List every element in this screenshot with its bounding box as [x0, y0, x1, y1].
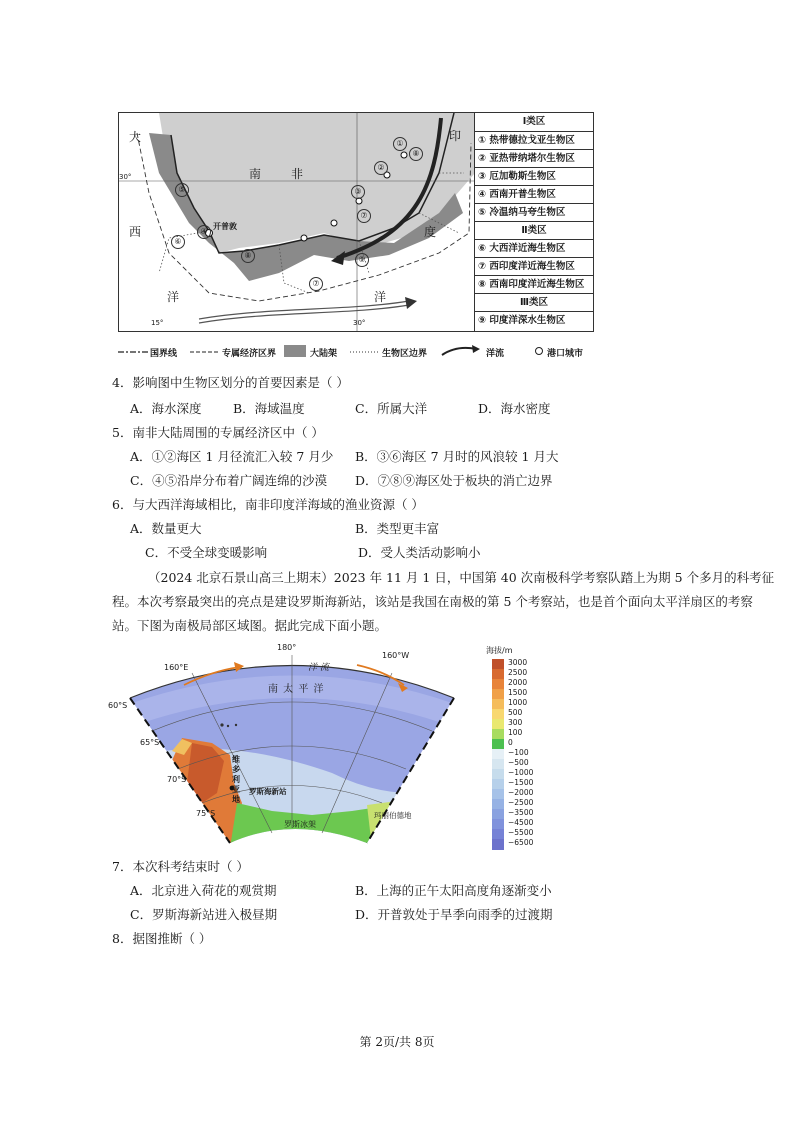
drift-arrowhead: [405, 297, 417, 309]
q7-option-b: B．上海的正午太阳高度角逐渐变小: [355, 883, 552, 898]
q6-option-a: A．数量更大: [130, 521, 202, 536]
label-victoria-land: 维多利亚地: [232, 755, 240, 804]
q5-option-b: B．③⑥海区 7 月时的风浪较 1 月大: [355, 449, 559, 464]
scale-label: −6500: [508, 838, 534, 847]
scale-label: −2000: [508, 788, 534, 797]
label-lat-70: 70°S: [167, 775, 187, 784]
scale-label: −100: [508, 748, 529, 757]
scale-label: 500: [508, 708, 523, 717]
label-nan: 南: [249, 167, 262, 181]
q7-option-a: A．北京进入荷花的观赏期: [130, 883, 277, 898]
q4-option-a: A．海水深度: [130, 401, 202, 416]
legend-eez: 专属经济区界: [222, 349, 277, 359]
label-ross-ice-shelf: 罗斯冰架: [284, 820, 316, 829]
scale-label: 0: [508, 738, 513, 747]
scale-label: 1500: [508, 688, 528, 697]
label-yang-east: 洋: [374, 290, 387, 304]
port-city: [301, 235, 307, 241]
q4-option-d: D．海水密度: [478, 401, 551, 416]
island: [227, 725, 229, 727]
label-lon-30: 30°: [353, 319, 366, 327]
q6-option-d: D．受人类活动影响小: [358, 545, 481, 560]
legend-item: ⑦ 西印度洋近海生物区: [475, 257, 593, 275]
label-lat-65: 65°S: [140, 738, 160, 747]
q5-option-d: D．⑦⑧⑨海区处于板块的消亡边界: [355, 473, 553, 488]
scale-label: −2500: [508, 798, 534, 807]
region-2: ②: [374, 161, 388, 175]
legend-item: ⑤ 冷温纳马夸生物区: [475, 203, 593, 221]
region-9: ⑨: [355, 253, 369, 267]
scale-label: 2000: [508, 678, 528, 687]
antarctica-map: [108, 643, 472, 848]
q6-option-b: B．类型更丰富: [355, 521, 440, 536]
scale-label: −5500: [508, 828, 534, 837]
q6-option-c: C．不受全球变暖影响: [145, 545, 268, 560]
scale-label: 100: [508, 728, 523, 737]
legend-item: ③ 厄加勒斯生物区: [475, 167, 593, 185]
drift-current-2: [199, 305, 409, 323]
label-lon-160e: 160°E: [164, 663, 189, 672]
label-lat-75: 75°S: [196, 809, 216, 818]
legend-shelf: 大陆架: [310, 349, 338, 359]
legend-item: ① 热带德拉戈亚生物区: [475, 131, 593, 149]
scale-label: 300: [508, 718, 523, 727]
antarctica-map-svg: [112, 643, 472, 848]
q5-option-a: A．①②海区 1 月径流汇入较 7 月少: [130, 449, 334, 464]
region-1: ①: [393, 137, 407, 151]
region-8b: ⑧: [409, 147, 423, 161]
label-current: 洋 流: [308, 663, 329, 673]
label-lat-60: 60°S: [108, 701, 128, 710]
port-icon: [534, 346, 544, 356]
intro-paragraph: （2024 北京石景山高三上期末）2023 年 11 月 1 日，中国第 40 次南极科学考察队踏上为期 5 个多月的科考征程。本次考察最突出的亮点是建设罗斯海新站，该站是我国在南极的第 5 个考察站，也是首个面向太平洋扇区的考察站。下图为南极局部区域图。据此完成下面小题。: [112, 570, 775, 633]
legend-item: ② 亚热带纳塔尔生物区: [475, 149, 593, 167]
region-8a: ⑧: [241, 249, 255, 263]
legend-port: 港口城市: [547, 349, 584, 359]
label-yang-west: 洋: [167, 290, 180, 304]
biozone-legend: [474, 112, 594, 332]
label-south-pacific: 南 太 平 洋: [268, 684, 325, 695]
scale-label: −3500: [508, 808, 534, 817]
legend-item: ④ 西南开普生物区: [475, 185, 593, 203]
legend-item: ⑨ 印度洋深水生物区: [475, 311, 593, 329]
port-city: [401, 152, 407, 158]
border-line-icon: [118, 348, 148, 356]
label-lon-15: 15°: [151, 319, 164, 327]
label-yin: 印: [449, 129, 462, 143]
bio-boundary-icon: [350, 348, 380, 356]
q7-option-c: C．罗斯海新站进入极昼期: [130, 907, 278, 922]
south-africa-map: [118, 112, 476, 332]
region-7a: ⑦: [357, 209, 371, 223]
label-lon-160w: 160°W: [382, 651, 410, 660]
eez-line-icon: [190, 348, 220, 356]
legend-current: 洋流: [486, 349, 505, 359]
question-8-stem: 8．据图推断（ ）: [112, 931, 212, 946]
label-ross-sea-station: 罗斯海新站: [249, 787, 287, 796]
scale-label: 1000: [508, 698, 528, 707]
label-fei: 非: [291, 167, 304, 181]
scale-title: 海拔/m: [486, 646, 513, 655]
region-5: ⑤: [175, 183, 189, 197]
label-lon-180: 180°: [277, 643, 297, 652]
scale-label: −4500: [508, 818, 534, 827]
current-icon: [440, 343, 482, 359]
q4-option-c: C．所属大洋: [355, 401, 428, 416]
scale-label: 3000: [508, 658, 528, 667]
port-city: [331, 220, 337, 226]
question-6-stem: 6．与大西洋海域相比，南非印度洋海域的渔业资源（ ）: [112, 497, 424, 512]
label-cape-town: 开普敦: [213, 222, 237, 231]
legend-item: ⑥ 大西洋近海生物区: [475, 239, 593, 257]
legend-bio-boundary: 生物区边界: [382, 349, 428, 359]
question-7-stem: 7．本次科考结束时（ ）: [112, 859, 249, 874]
label-xi: 西: [129, 225, 142, 239]
question-5-stem: 5．南非大陆周围的专属经济区中（ ）: [112, 425, 324, 440]
legend-cat3: Ⅲ类区: [475, 293, 593, 311]
scale-swatch: [492, 839, 504, 850]
shelf-swatch: [284, 345, 306, 357]
label-lat-30: 30°: [119, 173, 132, 181]
scale-label: 2500: [508, 668, 528, 677]
q5-option-c: C．④⑤沿岸分布着广阔连绵的沙漠: [130, 473, 328, 488]
scale-label: −1500: [508, 778, 534, 787]
q7-option-d: D．开普敦处于旱季向雨季的过渡期: [355, 907, 553, 922]
region-7b: ⑦: [309, 277, 323, 291]
label-marie-byrd-land: 玛丽伯德地: [374, 811, 412, 820]
page-footer: 第 2页/共 8页: [359, 1035, 435, 1049]
scale-label: −1000: [508, 768, 534, 777]
legend-cat1: Ⅰ类区: [522, 116, 546, 127]
island: [220, 723, 223, 726]
elevation-scale: [478, 645, 538, 845]
scale-label: −500: [508, 758, 529, 767]
legend-item: ⑧ 西南印度洋近海生物区: [475, 275, 593, 293]
region-3: ③: [351, 185, 365, 199]
legend-cat2: Ⅱ类区: [475, 221, 593, 239]
question-4-stem: 4．影响图中生物区划分的首要因素是（ ）: [112, 375, 349, 390]
region-4: ④: [197, 225, 211, 239]
island: [235, 724, 237, 726]
label-da: 大: [129, 130, 142, 144]
q4-option-b: B．海域温度: [233, 401, 305, 416]
label-du: 度: [424, 225, 437, 239]
region-6: ⑥: [171, 235, 185, 249]
legend-border: 国界线: [150, 349, 178, 359]
